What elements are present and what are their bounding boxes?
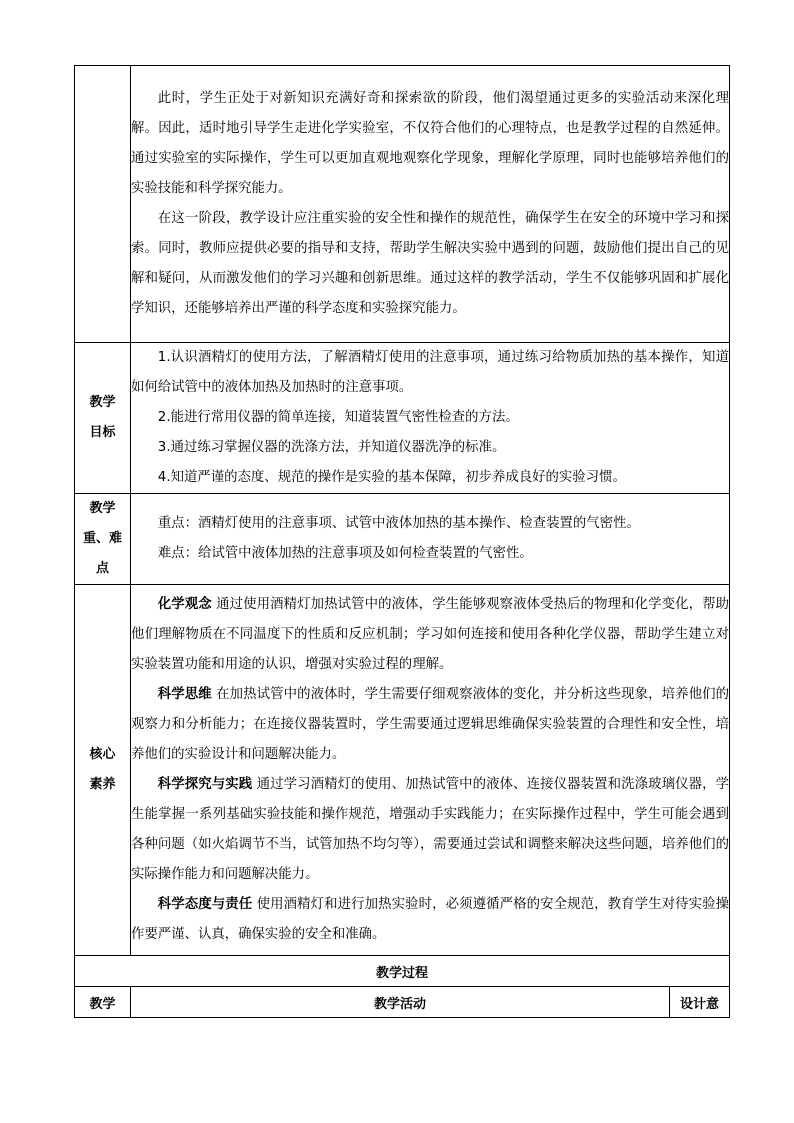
intro-row	[75, 66, 730, 343]
key-point-difficulty: 难点：给试管中液体加热的注意事项及如何检查装置的气密性。	[157, 546, 533, 561]
process-header-row	[75, 987, 730, 1018]
intro-paragraph: 此时，学生正处于对新知识充满好奇和探索欲的阶段，他们渴望通过更多的实验活动来深化理解。因此，适时地引导学生走进化学实验室，不仅符合他们的心理特点，也是教学过程的自然延伸。通过实验室的实际操作，学生可以更加直观地观察化学现象，理解化学原理，同时也能够培养他们的实验技能和科学探究能力。	[131, 91, 729, 196]
competencies-label-line2: 素养	[89, 777, 116, 792]
objectives-label-line2: 目标	[89, 425, 116, 440]
lesson-plan-page	[74, 65, 730, 1018]
competencies-label	[75, 585, 131, 956]
objective-item: 3.通过练习掌握仪器的洗涤方法，并知道仪器洗净的标准。	[157, 440, 506, 455]
competency-item	[131, 770, 729, 890]
process-col-activity: 教学活动	[131, 987, 670, 1018]
competency-item	[131, 680, 729, 770]
key-points-content	[131, 494, 730, 585]
competencies-row	[75, 585, 730, 956]
objective-item: 1.认识酒精灯的使用方法，了解酒精灯使用的注意事项，通过练习给物质加热的基本操作，知道如何给试管中的液体加热及加热时的注意事项。	[131, 350, 729, 395]
competencies-content	[131, 585, 730, 956]
process-title: 教学过程	[75, 956, 730, 987]
competency-title: 化学观念	[157, 597, 212, 612]
process-col-stage: 教学	[75, 987, 131, 1018]
key-points-label-line1: 教学	[89, 501, 116, 516]
competency-title: 科学思维	[157, 687, 212, 702]
objectives-label-line1: 教学	[89, 395, 116, 410]
competency-title: 科学态度与责任	[157, 897, 253, 912]
competency-item	[131, 590, 729, 680]
key-points-label-line2: 重、难	[82, 531, 122, 546]
competency-title: 科学探究与实践	[157, 777, 253, 792]
key-points-label-line3: 点	[95, 561, 109, 576]
intro-label-cell	[75, 66, 131, 343]
intro-content	[131, 66, 730, 343]
process-title-row	[75, 956, 730, 987]
objectives-label	[75, 343, 131, 494]
competency-text: 在加热试管中的液体时，学生需要仔细观察液体的变化，并分析这些现象，培养他们的观察力和分析能力；在连接仪器装置时，学生需要通过逻辑思维确保实验装置的合理性和安全性，培养他们的实验设计和问题解决能力。	[131, 687, 730, 762]
process-col-design: 设计意	[670, 987, 730, 1018]
key-point-focus: 重点：酒精灯使用的注意事项、试管中液体加热的基本操作、检查装置的气密性。	[157, 516, 640, 531]
competency-text: 使用酒精灯和进行加热实验时，必须遵循严格的安全规范，教育学生对待实验操作要严谨、认真，确保实验的安全和准确。	[131, 897, 730, 942]
competency-text: 通过使用酒精灯加热试管中的液体，学生能够观察液体受热后的物理和化学变化，帮助他们理解物质在不同温度下的性质和反应机制；学习如何连接和使用各种化学仪器，帮助学生建立对实验装置功能和用途的认识，增强对实验过程的理解。	[131, 597, 730, 672]
intro-paragraph: 在这一阶段，教学设计应注重实验的安全性和操作的规范性，确保学生在安全的环境中学习和探索。同时，教师应提供必要的指导和支持，帮助学生解决实验中遇到的问题，鼓励他们提出自己的见解和疑问，从而激发他们的学习兴趣和创新思维。通过这样的教学活动，学生不仅能够巩固和扩展化学知识，还能够培养出严谨的科学态度和实验探究能力。	[131, 211, 729, 316]
objective-item: 2.能进行常用仪器的简单连接，知道装置气密性检查的方法。	[157, 410, 519, 425]
key-points-label	[75, 494, 131, 585]
competency-text: 通过学习酒精灯的使用、加热试管中的液体、连接仪器装置和洗涤玻璃仪器，学生能掌握一系列基础实验技能和操作规范，增强动手实践能力；在实际操作过程中，学生可能会遇到各种问题（如火焰调节不当，试管加热不均匀等），需要通过尝试和调整来解决这些问题，培养他们的实际操作能力和问题解决能力。	[131, 777, 730, 882]
competencies-label-line1: 核心	[89, 747, 116, 762]
competency-item	[131, 890, 729, 950]
objectives-row	[75, 343, 730, 494]
objective-item: 4.知道严谨的态度、规范的操作是实验的基本保障，初步养成良好的实验习惯。	[157, 470, 626, 485]
lesson-plan-table	[74, 65, 730, 1018]
objectives-content	[131, 343, 730, 494]
key-points-row	[75, 494, 730, 585]
